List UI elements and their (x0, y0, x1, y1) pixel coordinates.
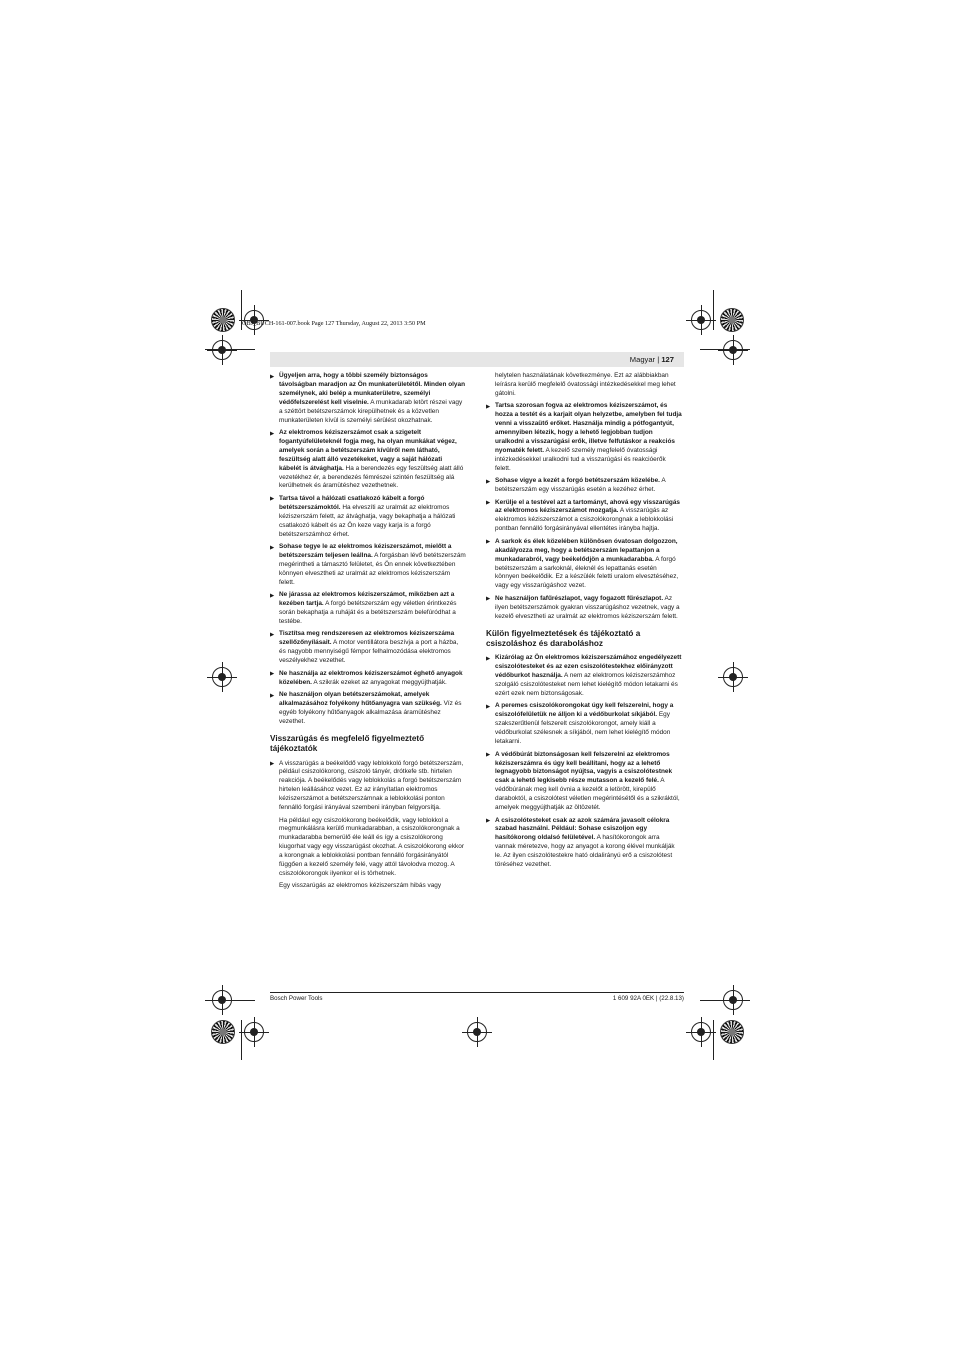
bullet-triangle-icon: ▶ (486, 703, 491, 710)
bullet-triangle-icon: ▶ (270, 496, 275, 503)
book-header-line: OBJ_BUCH-161-007.book Page 127 Thursday, August 22, 2013 3:50 PM (242, 320, 426, 327)
registration-mark (691, 1022, 711, 1042)
list-item: ▶ Az elektromos kéziszerszámot csak a szigetelt fogantyúfelületeknél fogja meg, ha olyan munkákat végez, amelyek során a betétszerszám kívülről nem látható, feszültség alatt álló vezetékeket, vagy a saját hálózati kábelét is átvághatja. Ha a berendezés egy feszültség alatt álló vezetékhez ér, a berendezés fémrészei szintén feszültség alá kerülhetnek és áramütéshez vezethetnek. (270, 429, 464, 490)
registration-mark (212, 667, 232, 687)
paragraph: Egy visszarúgás az elektromos kéziszerszám hibás vagy (279, 882, 442, 890)
bullet-triangle-icon: ▶ (270, 430, 275, 437)
bullet-triangle-icon: ▶ (270, 692, 275, 699)
running-head-language: Magyar (629, 355, 656, 364)
bullet-triangle-icon: ▶ (270, 373, 275, 380)
list-item: ▶ A peremes csiszolókorongokat úgy kell felszerelni, hogy a csiszolófelületük ne álljon ki a védőburkolat síkjából. Egy szakszerűtlenül felszerelt csiszolókorongot, amely kiáll a védőburkolat szélesnek a síkjából, nem lehet kielégítő módon letakarni. (486, 702, 674, 746)
list-item: ▶ Sohase tegye le az elektromos kéziszerszámot, mielőtt a betétszerszám teljesen leállna. A forgásban lévő betétszerszám megérintheti a támasztó felületet, és Ön ennek következtében könnyen elvesztheti az uralmát az elektromos kéziszerszám felett. (270, 543, 466, 586)
section-heading-kickback: Visszarúgás és megfelelő figyelmeztető tájékoztatók (270, 733, 425, 754)
list-item: ▶ A sarkok és élek közelében különösen óvatosan dolgozzon, akadályozza meg, hogy a betétszerszám lepattanjon a munkadarabról, vagy beékelődjön a munkadarabba. A forgó betétszerszám a sarkoknál, éleknél és lepattanás esetén könnyen beékelődik. Ez a készülék feletti uralom elvesztéséhez, vagy egy visszarúgáshoz vezet. (486, 537, 679, 590)
right-column (486, 372, 682, 874)
list-item: ▶ Ne használjon fafűrészlapot, vagy fogazott fűrészlapot. Az ilyen betétszerszámok gyakran visszarúgáshoz vezetnek, vagy a kezelő elvesztheti az uralmát az elektromos kéziszerszám felett. (486, 594, 680, 620)
footer-rule (270, 992, 684, 993)
registration-mark (467, 1022, 487, 1042)
registration-mark (212, 340, 232, 360)
crop-line (241, 1020, 242, 1060)
list-item: ▶ Ne használja az elektromos kéziszerszámot éghető anyagok közelében. A szikrák ezeket az anyagokat meggyújthatják. (270, 669, 463, 686)
left-column (270, 372, 466, 895)
list-item: ▶ Tisztítsa meg rendszeresen az elektromos kéziszerszáma szellőzőnyílásait. A motor ventillátora beszívja a port a házba, és nagyobb mennyiségű fémpor felhalmozódása elektromos veszélyekhez vezethet. (270, 630, 459, 665)
list-item: ▶ Ügyeljen arra, hogy a többi személy biztonságos távolságban maradjon az Ön munkaterületétől. Minden olyan személynek, aki belép a munkaterületre, személyi védőfelszerelést kell viselnie. A munkadarab letört részei vagy a széttört betétszerszámok kirepülhetnek és a közvetlen munkaterületen kívül is személyi sérülést okozhatnak. (270, 372, 466, 424)
running-head (630, 355, 674, 364)
registration-mark (723, 340, 743, 360)
bullet-triangle-icon: ▶ (270, 671, 275, 678)
running-head-separator: | (657, 355, 660, 364)
registration-mark (723, 667, 743, 687)
list-item: ▶ Ne használjon olyan betétszerszámokat, amelyek alkalmazásához folyékony hűtőanyagra van szükség. Víz és egyéb folyékony hűtőanyagok alkalmazása áramütéshez vezethet. (270, 691, 462, 725)
crop-line (205, 1000, 255, 1001)
page-number: 127 (661, 355, 674, 364)
list-item: ▶ Sohase vigye a kezét a forgó betétszerszám közelébe. A betétszerszám egy visszarúgás esetén a kezéhez érhet. (486, 477, 666, 494)
bullet-triangle-icon: ▶ (486, 596, 491, 603)
list-item: ▶ Ne járassa az elektromos kéziszerszámot, miközben azt a kezében tartja. A forgó betétszerszám egy véletlen érintkezés során bekaphatja a ruháját és a betétszerszám belefúródhat a testébe. (270, 591, 457, 625)
color-target-bottom-right (720, 1020, 744, 1044)
list-item: ▶ Kerülje el a testével azt a tartományt, ahová egy visszarúgás az elektromos kéziszerszámot mozgatja. A visszarúgás az elektromos kéziszerszámot a csiszolókorongnak a leblokkolási pontban fennálló forgásirányával ellentétes irányba hajtja. (486, 498, 680, 533)
color-target-bottom-left (211, 1020, 235, 1044)
bullet-triangle-icon: ▶ (270, 761, 275, 767)
bullet-triangle-icon: ▶ (486, 655, 491, 662)
registration-mark (244, 1022, 264, 1042)
footer-left: Bosch Power Tools (270, 995, 323, 1002)
crop-line (713, 290, 714, 330)
section-heading-grinding: Külön figyelmeztetések és tájékoztató a csiszoláshoz és daraboláshoz (486, 628, 641, 648)
paragraph: Ha például egy csiszolókorong beékelődik, vagy leblokkol a megmunkálásra kerülő munkadarabban, a csiszolókorongnak a munkadarabba bemerülő éle leáll és így a csiszolókorong kiugorhat vagy egy visszarúgást okozhat. A csiszolókorong ekkor a korongnak a leblokkolási pontban fennálló forgásirányától függően a kezelő személy felé, vagy attól távolodva mozog. A csiszolókorongok ilyenkor el is törhetnek. (279, 816, 464, 877)
bullet-triangle-icon: ▶ (486, 752, 491, 759)
crop-line (700, 1000, 750, 1001)
color-target-top-right (720, 308, 744, 332)
bullet-triangle-icon: ▶ (270, 544, 275, 551)
footer-right: 1 609 92A 0EK | (22.8.13) (612, 995, 684, 1002)
list-item: ▶ A védőbúrát biztonságosan kell felszerelni az elektromos kéziszerszámra és úgy kell beállítani, hogy az a lehető legnagyobb biztonságot nyújtsa, vagyis a csiszolótestnek csak a lehető legkisebb része mutasson a kezelő felé. A védőbúrának meg kell óvnia a kezelőt a letörött, kirepülő daraboktól, a csiszolótest véletlen megérintésétől és a szikráktól, amelyek meggyújthatják az öltözetét. (486, 750, 680, 812)
paragraph-continuation: helytelen használatának következménye. Ezt az alábbiakban leírásra kerülő megfelelő óvatossági intézkedésekkel meg lehet gátolni. (495, 372, 676, 397)
list-item: ▶ Tartsa szorosan fogva az elektromos kéziszerszámot, és hozza a testét és a karjait olyan helyzetbe, amelyben fel tudja venni a visszaütő erőket. Használja mindig a pótfogantyút, amennyiben létezik, hogy a lehető legjobban tudjon uralkodni a visszarúgási erők, illetve felfutáskor a reakciós nyomaték felett. A kezelő személy megfelelő óvatossági intézkedésekkel uralkodni tud a visszarúgási és reakcióerők felett. (486, 402, 682, 472)
bullet-triangle-icon: ▶ (486, 500, 491, 507)
bullet-triangle-icon: ▶ (486, 403, 491, 410)
list-item: ▶ Tartsa távol a hálózati csatlakozó kábelt a forgó betétszerszámoktól. Ha elveszíti az uralmát az elektromos kéziszerszám felett, az átvághatja, vagy bekaphatja a hálózati csatlakozó kábelt és az Ön keze vagy karja is a forgó betétszerszámhoz érhet. (270, 494, 456, 538)
crop-line (205, 349, 255, 350)
list-item: ▶ Kizárólag az Ön elektromos kéziszerszámához engedélyezett csiszolótesteket és az ezen csiszolótestekhez előirányzott védőburkot használja. A nem az elektromos kéziszerszámhoz szolgáló csiszolótesteket nem lehet kielégítő módon letakarni és ezért ezek nem biztonságosak. (486, 654, 682, 697)
bullet-triangle-icon: ▶ (486, 539, 491, 546)
list-item: ▶ A csiszolótesteket csak az azok számára javasolt célokra szabad használni. Például: Sohase csiszoljon egy hasítókorong oldalsó felületével. A hasítókorongok arra vannak méretezve, hogy az anyagot a korong élével munkálják le. Az ilyen csiszolótestekre ható oldalirányú erő a csiszolótest töréséhez vezethet. (486, 816, 675, 869)
bullet-triangle-icon: ▶ (486, 478, 491, 485)
list-item: ▶ A visszarúgás a beékelődő vagy leblokkoló forgó betétszerszám, például csiszolókorong, csiszoló tányér, drótkefe stb. hirtelen reakciója. A beékelődés vagy leblokkolás a forgó betétszerszám hirtelen leállásához vezet. Ez az irányítatlan elektromos kéziszerszámot a betétszerszámnak a leblokkolási ponton fennálló forgási irányával szembeni irányban felgyorsítja. (270, 759, 464, 812)
crop-line (713, 1020, 714, 1060)
color-target-top-left (211, 308, 235, 332)
registration-mark (691, 310, 711, 330)
bullet-triangle-icon: ▶ (270, 631, 275, 638)
crop-line (700, 349, 750, 350)
bullet-triangle-icon: ▶ (270, 592, 275, 599)
bullet-triangle-icon: ▶ (486, 818, 491, 825)
running-head-bar (270, 352, 684, 367)
